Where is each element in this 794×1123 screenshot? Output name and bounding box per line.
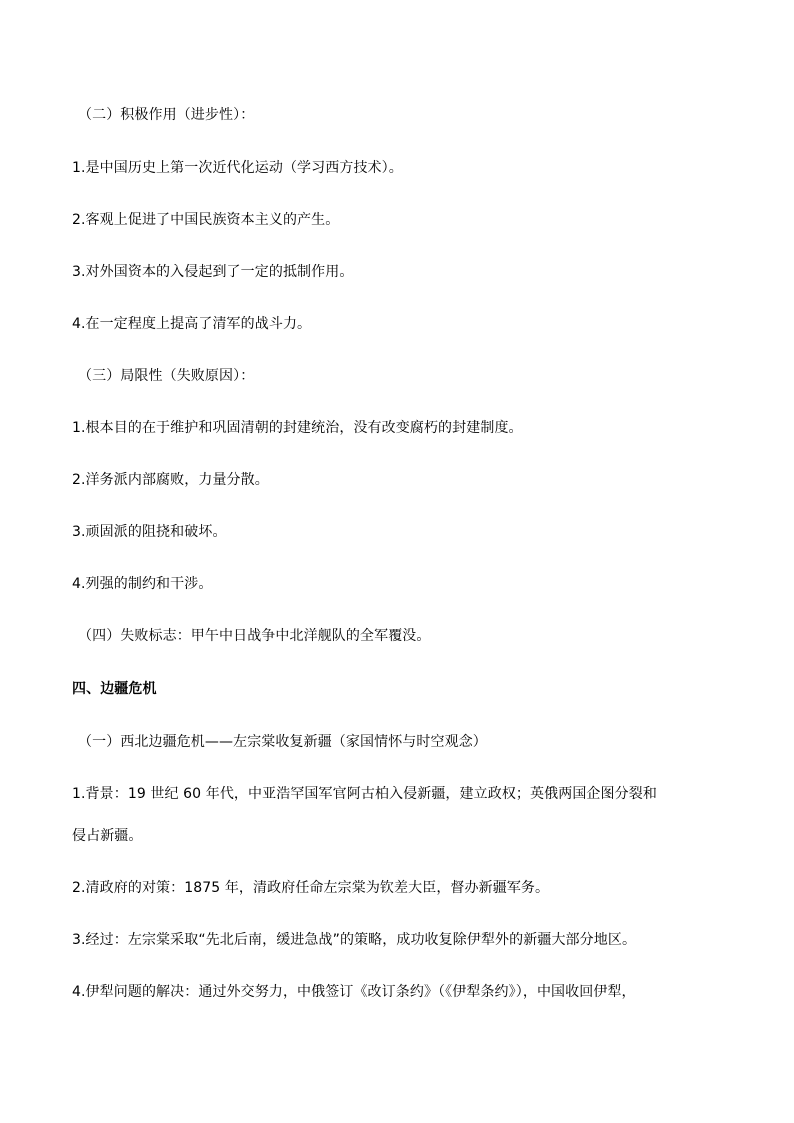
paragraph-line: 4.列强的制约和干涉。: [72, 576, 213, 592]
paragraph-line: 4.伊犁问题的解决：通过外交努力，中俄签订《改订条约》（《伊犁条约》），中国收回伊犁，: [72, 984, 636, 1000]
paragraph-line: 1.是中国历史上第一次近代化运动（学习西方技术）。: [72, 160, 403, 176]
section-heading-failure-sign: （四）失败标志：甲午中日战争中北洋舰队的全军覆没。: [78, 628, 431, 644]
chapter-heading-frontier-crisis: 四、边疆危机: [72, 681, 157, 697]
paragraph-line: 2.洋务派内部腐败，力量分散。: [72, 472, 269, 488]
paragraph-line: 3.对外国资本的入侵起到了一定的抵制作用。: [72, 264, 354, 280]
paragraph-line: 2.清政府的对策：1875 年，清政府任命左宗棠为钦差大臣，督办新疆军务。: [72, 880, 550, 896]
paragraph-line: 4.在一定程度上提高了清军的战斗力。: [72, 316, 312, 332]
paragraph-line: 1.根本目的在于维护和巩固清朝的封建统治，没有改变腐朽的封建制度。: [72, 420, 523, 436]
section-heading-limitations: （三）局限性（失败原因）：: [78, 368, 255, 384]
paragraph-line: 2.客观上促进了中国民族资本主义的产生。: [72, 212, 340, 228]
paragraph-line: 侵占新疆。: [72, 828, 143, 844]
paragraph-line: 3.顽固派的阻挠和破坏。: [72, 524, 227, 540]
section-heading-northwest-crisis: （一）西北边疆危机——左宗棠收复新疆（家国情怀与时空观念）: [78, 734, 487, 750]
section-heading-positive-effects: （二）积极作用（进步性）：: [78, 107, 255, 123]
paragraph-line: 3.经过：左宗棠采取“先北后南，缓进急战”的策略，成功收复除伊犁外的新疆大部分地区。: [72, 932, 637, 948]
paragraph-line: 1.背景：19 世纪 60 年代，中亚浩罕国军官阿古柏入侵新疆，建立政权；英俄两国企图分裂和: [72, 786, 657, 802]
